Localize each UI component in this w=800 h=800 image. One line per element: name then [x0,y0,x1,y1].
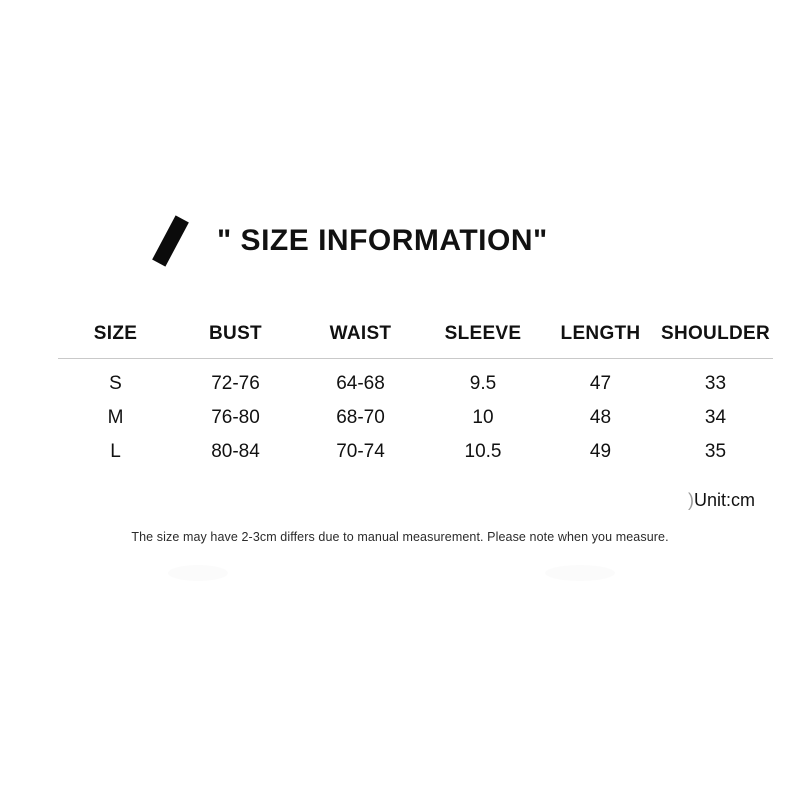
slash-mark-icon [155,218,199,264]
cell-waist: 64-68 [336,373,385,394]
cell-sleeve: 9.5 [469,373,497,394]
cell-size: S [109,373,122,394]
cell-size: L [110,441,121,462]
cell-sleeve: 10 [472,407,494,428]
cell-shoulder: 33 [704,373,727,394]
column-header-size: SIZE [93,323,138,344]
cell-shoulder: 34 [704,407,727,428]
table-row [58,401,773,435]
cell-bust: 80-84 [211,441,260,462]
cell-shoulder: 35 [704,441,727,462]
page-title: " SIZE INFORMATION" [217,224,548,257]
table-row [58,435,773,469]
cell-bust: 76-80 [211,407,260,428]
column-header-shoulder: SHOULDER [660,323,770,344]
cell-waist: 68-70 [336,407,385,428]
unit-note [688,490,755,511]
cell-length: 49 [589,441,612,462]
cell-sleeve: 10.5 [464,441,502,462]
cell-size: M [107,407,124,428]
column-header-sleeve: SLEEVE [444,323,522,344]
column-header-bust: BUST [209,323,262,344]
paper-smudge [168,565,228,581]
column-header-length: LENGTH [560,323,641,344]
measurement-disclaimer: The size may have 2-3cm differs due to manual measurement. Please note when you measure. [131,530,669,544]
column-header-waist: WAIST [329,323,392,344]
table-body [58,359,773,470]
table-header [58,310,773,359]
size-information-table [58,310,773,469]
cell-length: 48 [589,407,612,428]
cell-bust: 72-76 [211,373,260,394]
title-block [155,218,548,264]
unit-note-paren: ) [688,490,694,510]
cell-length: 47 [589,373,612,394]
paper-smudge [545,565,615,581]
cell-waist: 70-74 [336,441,385,462]
table-row [58,359,773,402]
unit-note-text: Unit:cm [694,490,756,510]
table-header-row [58,310,773,359]
